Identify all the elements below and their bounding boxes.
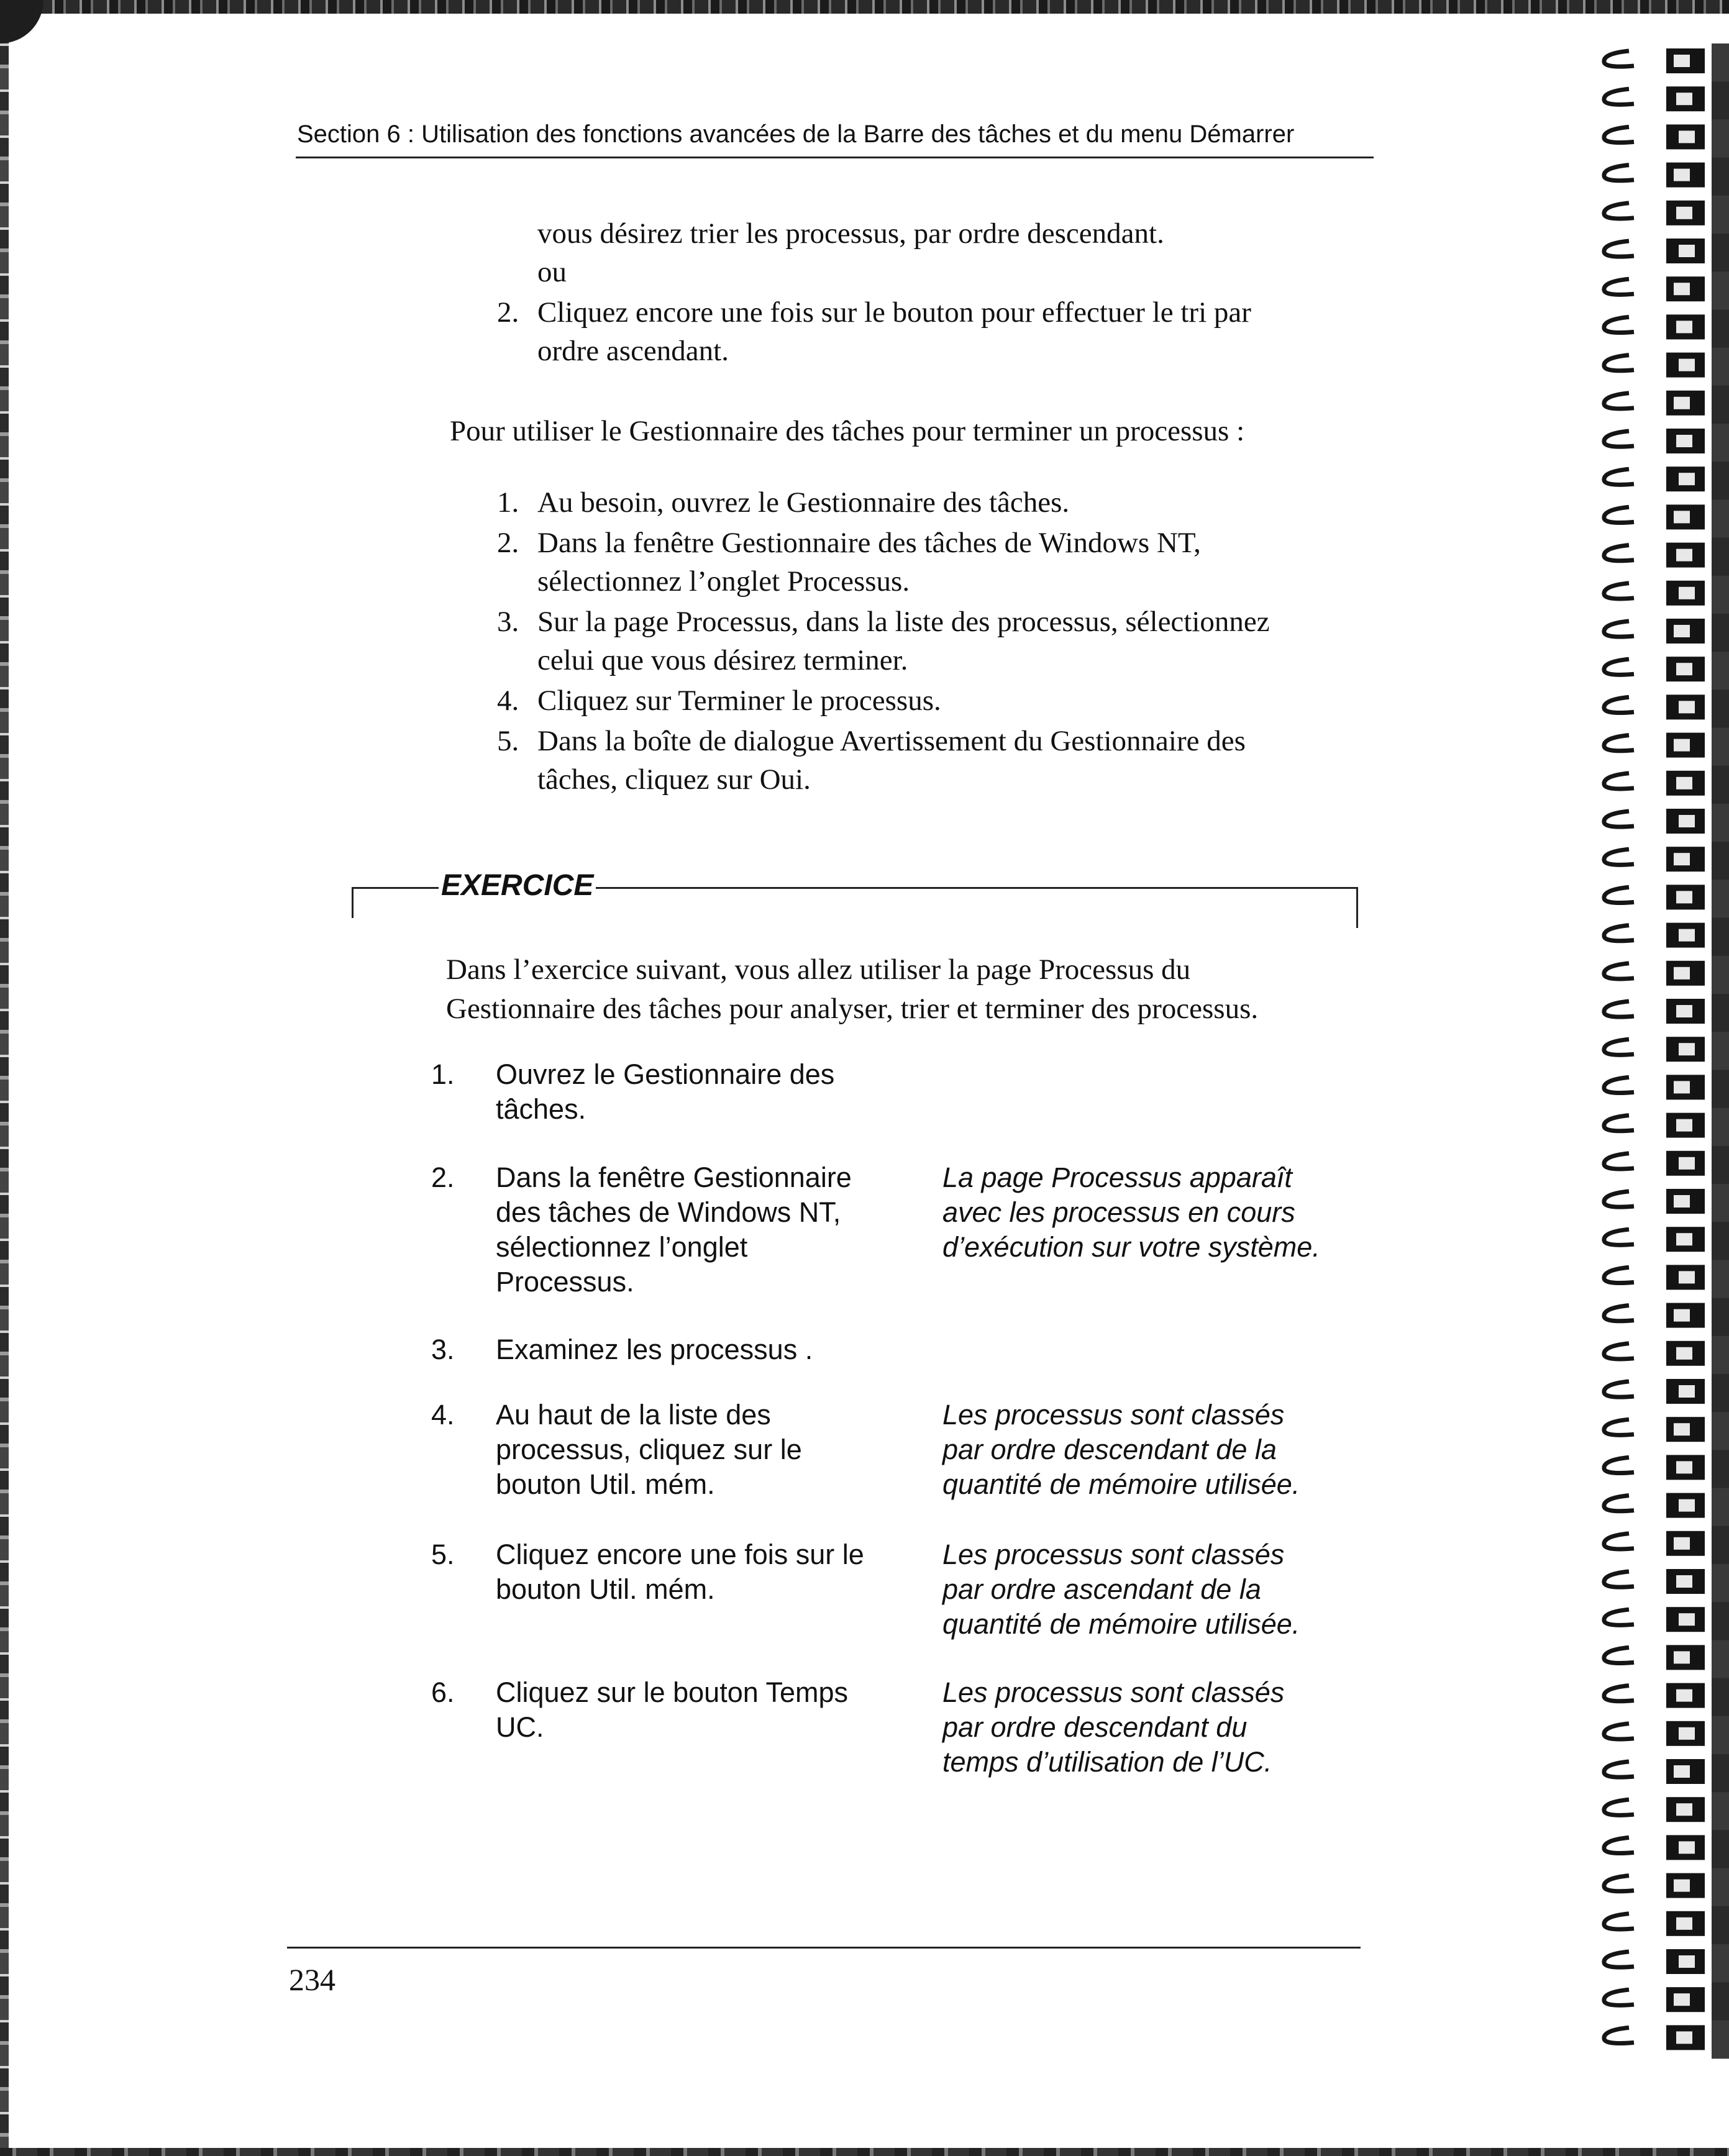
binding-ring <box>1604 880 1729 918</box>
exercise-title: EXERCICE <box>439 868 596 903</box>
binding-ring <box>1604 1944 1729 1983</box>
exercise-step-action-line: bouton Util. mém. <box>496 1468 715 1500</box>
binding-ring <box>1604 652 1729 690</box>
binding-ring <box>1604 1602 1729 1640</box>
exercise-step-action-line: Cliquez encore une fois sur le <box>496 1539 864 1570</box>
binding-ring <box>1604 1412 1729 1450</box>
binding-ring <box>1604 842 1729 880</box>
binding-ring <box>1604 462 1729 500</box>
binding-ring <box>1604 1336 1729 1375</box>
binding-ring <box>1604 1678 1729 1717</box>
binding-ring <box>1604 1222 1729 1260</box>
exercise-step-result-line: par ordre descendant du <box>942 1711 1248 1743</box>
binding-ring <box>1604 689 1729 728</box>
binding-ring <box>1604 1488 1729 1527</box>
binding-ring <box>1604 386 1729 424</box>
exercise-step-action-line: sélectionnez l’onglet <box>496 1231 748 1263</box>
exercise-step-number: 5. <box>431 1539 455 1570</box>
step-text-line: tâches, cliquez sur Oui. <box>537 763 811 796</box>
footer-rule <box>287 1947 1361 1949</box>
exercise-box-left-tick <box>352 887 354 918</box>
continuation-line: vous désirez trier les processus, par ordre descendant. <box>537 217 1164 250</box>
item-text-line: Cliquez encore une fois sur le bouton pour effectuer le tri par <box>537 296 1251 329</box>
binding-ring <box>1604 766 1729 804</box>
binding-ring <box>1604 43 1729 82</box>
exercise-step-number: 1. <box>431 1058 455 1090</box>
step-text-line: sélectionnez l’onglet Processus. <box>537 565 910 598</box>
exercise-step-result-line: d’exécution sur votre système. <box>942 1231 1320 1263</box>
page-number: 234 <box>289 1962 335 1997</box>
exercise-step-result-line: Les processus sont classés <box>942 1676 1285 1708</box>
exercise-step-action-line: Processus. <box>496 1266 634 1298</box>
binding-ring <box>1604 81 1729 120</box>
exercise-step-number: 2. <box>431 1162 455 1193</box>
binding-ring <box>1604 1450 1729 1488</box>
exercise-step-result-line: quantité de mémoire utilisée. <box>942 1608 1300 1640</box>
binding-ring <box>1604 956 1729 994</box>
binding-ring <box>1604 1754 1729 1793</box>
binding-ring <box>1604 2020 1729 2058</box>
exercise-step-result-line: Les processus sont classés <box>942 1399 1285 1431</box>
binding-ring <box>1604 1374 1729 1412</box>
binding-ring <box>1604 804 1729 842</box>
step-text-line: Dans la boîte de dialogue Avertissement du Gestionnaire des <box>537 725 1246 757</box>
binding-ring <box>1604 424 1729 462</box>
or-word: ou <box>537 256 567 288</box>
step-text-line: Dans la fenêtre Gestionnaire des tâches de Windows NT, <box>537 527 1201 559</box>
scan-edge-top <box>0 0 1729 14</box>
step-number: 3. <box>497 606 519 638</box>
item-number: 2. <box>497 296 519 329</box>
binding-ring <box>1604 499 1729 538</box>
exercise-step-action-line: Cliquez sur le bouton Temps <box>496 1676 848 1708</box>
exercise-step-action-line: Examinez les processus . <box>496 1334 813 1365</box>
spiral-binding-graphic <box>1597 25 1729 2155</box>
binding-ring <box>1604 1184 1729 1222</box>
binding-ring <box>1604 1260 1729 1298</box>
exercise-step-action-line: tâches. <box>496 1093 586 1125</box>
step-number: 5. <box>497 725 519 757</box>
exercise-step-action-line: des tâches de Windows NT, <box>496 1196 841 1228</box>
binding-ring <box>1604 196 1729 234</box>
step-text-line: Sur la page Processus, dans la liste des processus, sélectionnez <box>537 606 1270 638</box>
binding-ring <box>1604 1108 1729 1147</box>
binding-ring <box>1604 1868 1729 1907</box>
exercise-step-action-line: UC. <box>496 1711 544 1743</box>
binding-ring <box>1604 1792 1729 1831</box>
step-text-line: Au besoin, ouvrez le Gestionnaire des tâches. <box>537 486 1070 519</box>
exercise-step-result-line: avec les processus en cours <box>942 1196 1295 1228</box>
binding-ring <box>1604 1032 1729 1070</box>
exercise-step-result-line: temps d’utilisation de l’UC. <box>942 1746 1272 1778</box>
step-text-line: Cliquez sur Terminer le processus. <box>537 685 941 717</box>
exercise-step-action-line: Ouvrez le Gestionnaire des <box>496 1058 835 1090</box>
binding-ring <box>1604 918 1729 957</box>
binding-ring <box>1604 1906 1729 1945</box>
binding-ring <box>1604 994 1729 1032</box>
exercise-step-number: 4. <box>431 1399 455 1431</box>
scan-edge-left <box>0 0 9 2156</box>
exercise-intro-line: Dans l’exercice suivant, vous allez utiliser la page Processus du <box>446 953 1191 986</box>
binding-ring <box>1604 309 1729 348</box>
exercise-step-action-line: processus, cliquez sur le <box>496 1434 802 1465</box>
item-text-line: ordre ascendant. <box>537 335 729 367</box>
binding-ring <box>1604 1146 1729 1185</box>
exercise-step-action-line: bouton Util. mém. <box>496 1573 715 1605</box>
exercise-step-result-line: La page Processus apparaît <box>942 1162 1292 1193</box>
binding-ring <box>1604 1526 1729 1565</box>
exercise-intro-line: Gestionnaire des tâches pour analyser, trier et terminer des processus. <box>446 993 1259 1025</box>
binding-ring <box>1604 271 1729 310</box>
exercise-step-result-line: par ordre ascendant de la <box>942 1573 1261 1605</box>
step-number: 4. <box>497 685 519 717</box>
binding-ring <box>1604 1640 1729 1678</box>
binding-ring <box>1604 614 1729 652</box>
step-text-line: celui que vous désirez terminer. <box>537 644 908 676</box>
binding-ring <box>1604 538 1729 576</box>
section-lead: Pour utiliser le Gestionnaire des tâches pour terminer un processus : <box>450 415 1245 447</box>
exercise-step-result-line: Les processus sont classés <box>942 1539 1285 1570</box>
exercise-box-right-tick <box>1356 887 1358 928</box>
exercise-step-result-line: quantité de mémoire utilisée. <box>942 1468 1300 1500</box>
binding-ring <box>1604 728 1729 766</box>
exercise-step-result-line: par ordre descendant de la <box>942 1434 1277 1465</box>
binding-ring <box>1604 119 1729 158</box>
exercise-step-action-line: Dans la fenêtre Gestionnaire <box>496 1162 852 1193</box>
binding-ring <box>1604 1564 1729 1603</box>
scan-edge-bottom <box>0 2148 1729 2156</box>
binding-ring <box>1604 1298 1729 1337</box>
exercise-step-action-line: Au haut de la liste des <box>496 1399 771 1431</box>
exercise-step-number: 6. <box>431 1676 455 1708</box>
header-rule <box>296 157 1374 158</box>
spiral-binding <box>1597 25 1729 2155</box>
binding-ring <box>1604 1982 1729 2021</box>
binding-ring <box>1604 1070 1729 1108</box>
running-header: Section 6 : Utilisation des fonctions avancées de la Barre des tâches et du menu Démarrer <box>297 121 1295 148</box>
step-number: 2. <box>497 527 519 559</box>
exercise-step-number: 3. <box>431 1334 455 1365</box>
binding-ring <box>1604 1716 1729 1755</box>
binding-ring <box>1604 234 1729 272</box>
binding-ring <box>1604 576 1729 614</box>
scan-corner <box>0 0 43 43</box>
step-number: 1. <box>497 486 519 519</box>
binding-ring <box>1604 158 1729 196</box>
binding-ring <box>1604 348 1729 386</box>
binding-ring <box>1604 1830 1729 1868</box>
